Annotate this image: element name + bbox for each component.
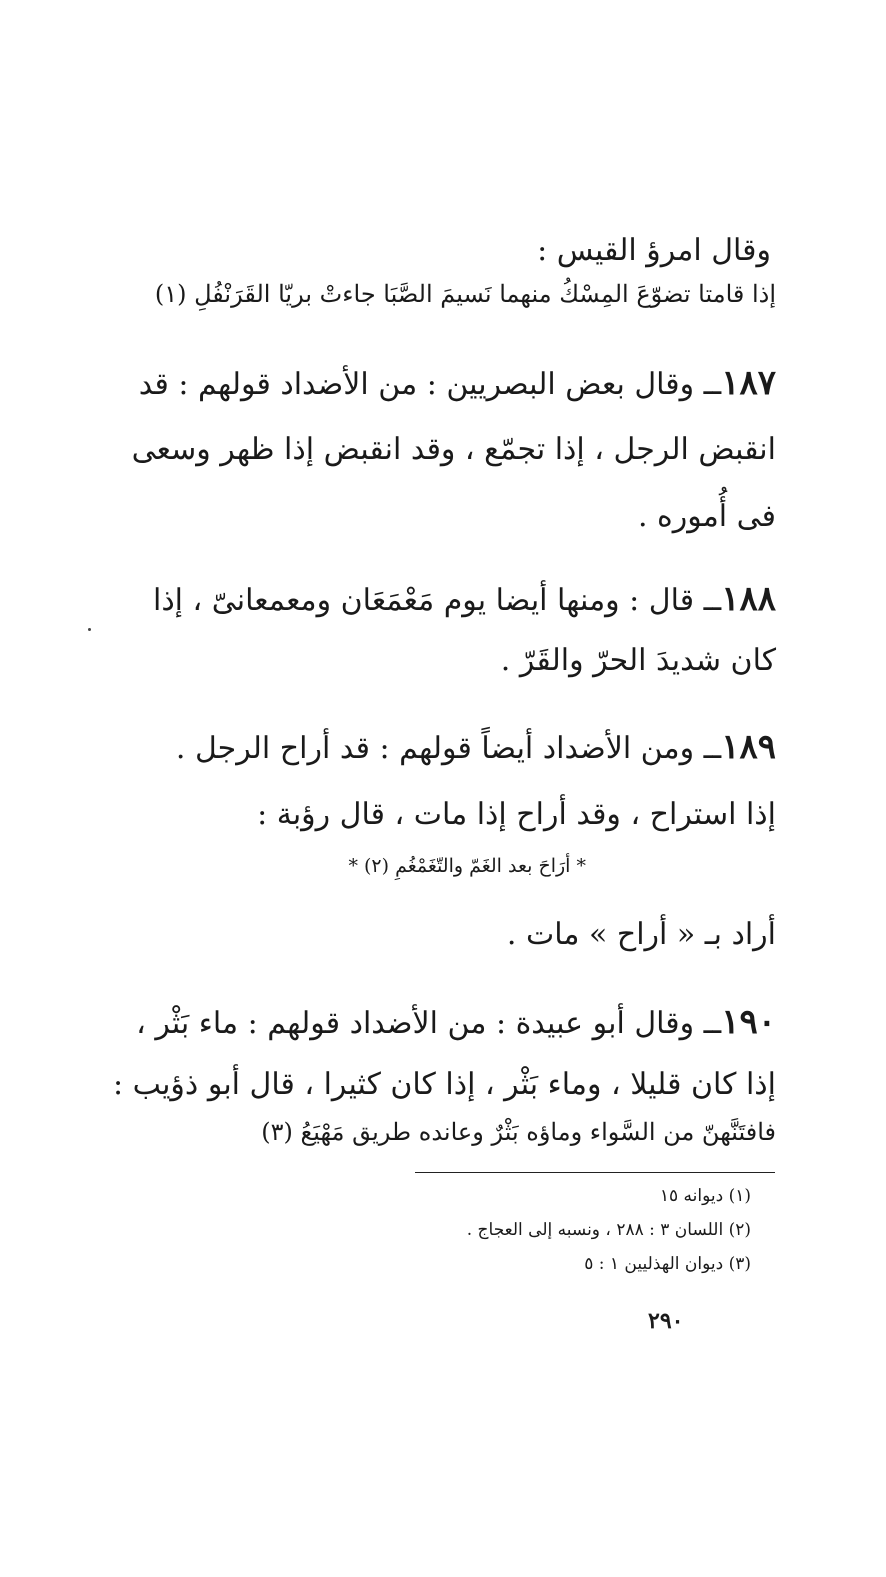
paragraph-189-line-2: إذا استراح ، وقد أراح إذا مات ، قال رؤبة : [257,797,776,832]
paragraph-190-line-1 [136,1002,776,1042]
intro-verse: إذا قامتا تضوّعَ المِسْكُ منهما نَسيمَ الصَّبَا جاءتْ بريّا القَرَنْفُلِ (١) [154,280,776,308]
paragraph-187-line-2: انقبض الرجل ، إذا تجمّع ، وقد انقبض إذا ظهر وسعى [131,432,776,467]
paragraph-188-line-2: كان شديدَ الحرّ والقَرّ . [500,643,776,678]
footnote-divider [415,1172,775,1173]
paragraph-188-line-1 [152,579,776,619]
page-number: ٢٩٠ [648,1308,684,1334]
footnote-1: (١) ديوانه ١٥ [659,1186,751,1206]
entry-number-190: ١٩٠ [721,1002,776,1042]
footnote-3: (٣) ديوان الهذليين ١ : ٥ [584,1254,751,1274]
footnote-2: (٢) اللسان ٣ : ٢٨٨ ، ونسبه إلى العجاج . [466,1220,751,1240]
paragraph-187-line-3: فى أُموره . [637,499,776,534]
paragraph-189-line-4: أراد بـ « أراح » مات . [506,917,776,952]
paragraph-187-line-1 [138,363,776,403]
stray-mark [88,628,91,631]
paragraph-187-text-1: ــ وقال بعض البصريين : من الأضداد قولهم : قد [138,367,722,402]
paragraph-190-line-2: إذا كان قليلا ، وماء بَثْر ، إذا كان كثيرا ، قال أبو ذؤيب : [112,1067,776,1102]
paragraph-189-text-1: ــ ومن الأضداد أيضاً قولهم : قد أراح الرجل . [175,731,722,766]
intro-attribution: وقال امرؤ القيس : [537,233,771,268]
paragraph-190-text-1: ــ وقال أبو عبيدة : من الأضداد قولهم : ماء بَثْر ، [136,1006,722,1041]
entry-number-189: ١٨٩ [721,727,776,767]
paragraph-189-line-1 [175,727,776,767]
paragraph-190-verse: فافتَنَّهنّ من السَّواء وماؤه بَثْرٌ وعانده طريق مَهْيَعُ (٣) [261,1118,776,1146]
rajaz-verse: * أرَاحَ بعد الغَمّ والتّغَمْغُمِ (٢) * [348,855,586,877]
paragraph-188-text-1: ــ قال : ومنها أيضا يوم مَعْمَعَان ومعمعانىّ ، إذا [152,583,722,618]
entry-number-187: ١٨٧ [721,363,776,403]
entry-number-188: ١٨٨ [721,579,776,619]
